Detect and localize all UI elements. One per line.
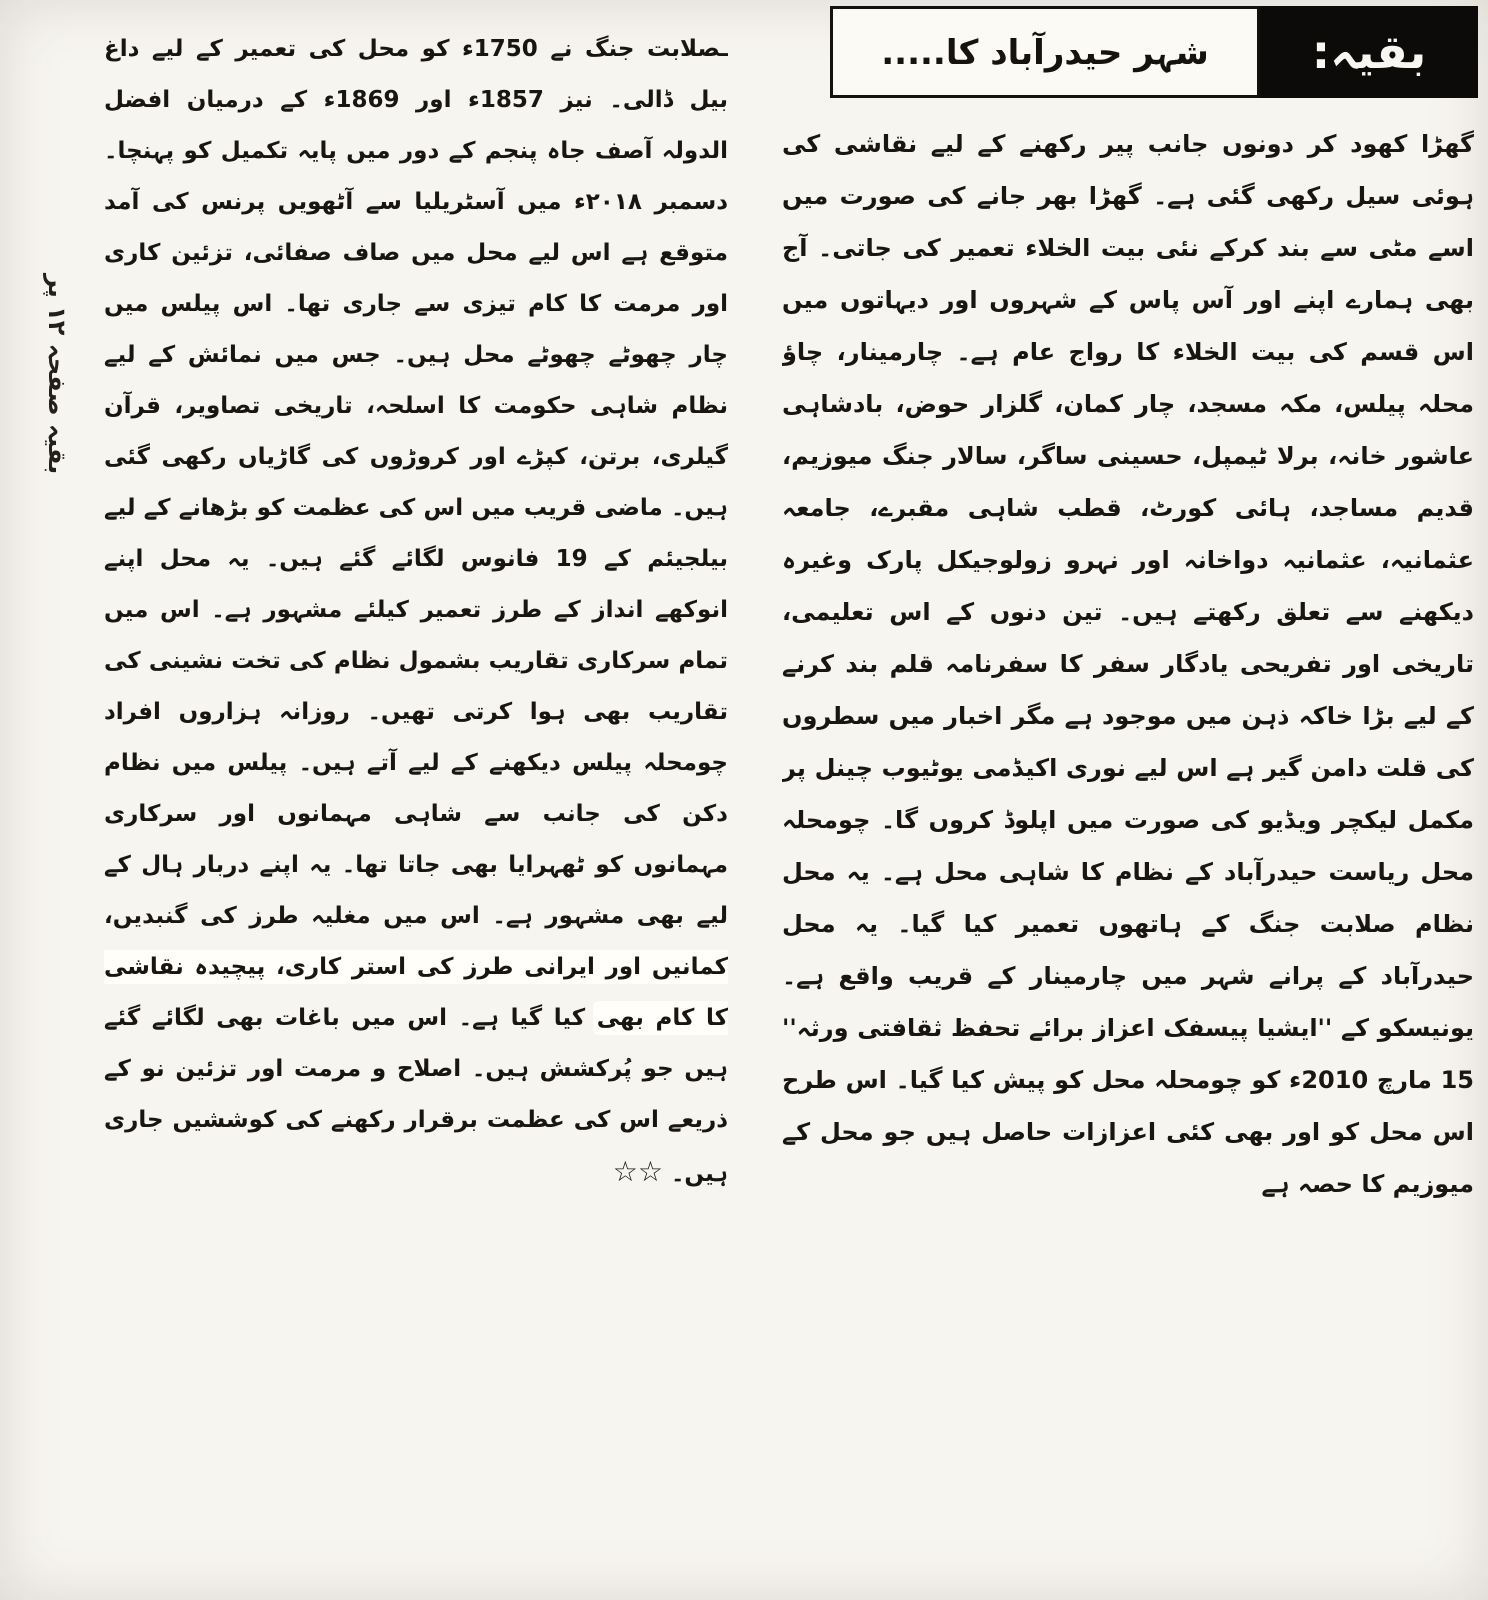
left-text-before: ـصلابت جنگ نے 1750ء کو محل کی تعمیر کے لیے داغ بیل ڈالی۔ نیز 1857ء اور 1869ء کے درمیان افضل الدولہ آصف جاہ پنجم کے دور میں پایہ تکمیل کو پہنچا۔ دسمبر ۲۰۱۸ء میں آسٹریلیا سے آٹھویں پرنس کی آمد متوقع ہے اس لیے محل میں صاف صفائی، تزئین کاری اور مرمت کا کام تیزی سے جاری تھا۔ اس پیلس میں چار چھوٹے چھوٹے محل ہیں۔ جس میں نمائش کے لیے نظام شاہی حکومت کا اسلحہ، تاریخی تصاویر، قرآن گیلری، برتن، کپڑے اور کروڑوں کی گاڑیاں رکھی گئی ہیں۔ ماضی قریب میں اس کی عظمت کو بڑھانے کے لیے بیلجیئم کے 19 فانوس لگائے گئے ہیں۔ یہ محل اپنے انوکھے انداز کے طرز تعمیر کیلئے مشہور ہے۔ اس میں تمام سرکاری تقاریب بشمول نظام کی تخت نشینی کی تقاریب بھی ہوا کرتی تھیں۔ روزانہ ہزاروں افراد چومحلہ پیلس دیکھنے کے لیے آتے ہیں۔ پیلس میں نظام دکن کی جانب سے شاہی مہمانوں اور سرکاری مہمانوں کو ٹھہرایا بھی جاتا تھا۔ یہ اپنے دربار ہال کے لیے بھی مشہور ہے۔ اس میں مغلیہ طرز کی گنبدیں،	[104, 36, 728, 929]
right-column	[782, 118, 1474, 1592]
header-title: شہر حیدرآباد کا.....	[881, 32, 1209, 73]
article-header	[830, 6, 1478, 98]
margin-note-continued-on-page: بقیہ صفحہ ۱۲ پر	[43, 273, 71, 475]
left-column	[104, 24, 728, 1590]
left-text-after: کیا گیا ہے۔ اس میں باغات بھی لگائے گئے ہیں جو پُرکشش ہیں۔ اصلاح و مرمت اور تزئین نو کے ذریعے اس کی عظمت برقرار رکھنے کی کوششیں جاری ہیں۔	[104, 1005, 728, 1187]
article-end-stars: ☆☆	[612, 1155, 663, 1188]
baqiya-label: بقیہ:	[1311, 25, 1427, 79]
baqiya-label-box	[1260, 6, 1478, 98]
left-text-highlighted-line: کمانیں اور ایرانی طرز کی استر کاری، پیچیدہ نقاشی کا کام بھی	[104, 954, 728, 1031]
left-column-text	[104, 24, 728, 1200]
header-title-box	[830, 6, 1260, 98]
right-column-text: گھڑا کھود کر دونوں جانب پیر رکھنے کے لیے نقاشی کی ہوئی سیل رکھی گئی ہے۔ گھڑا بھر جانے کی صورت میں اسے مٹی سے بند کرکے نئی بیت الخلاء تعمیر کی جاتی۔ آج بھی ہمارے اپنے اور آس پاس کے شہروں اور دیہاتوں میں اس قسم کی بیت الخلاء کا رواج عام ہے۔ چارمینار، چاؤ محلہ پیلس، مکہ مسجد، چار کمان، گلزار حوض، بادشاہی عاشور خانہ، برلا ٹیمپل، حسینی ساگر، سالار جنگ میوزیم، قدیم مساجد، ہائی کورٹ، قطب شاہی مقبرے، جامعہ عثمانیہ، عثمانیہ دواخانہ اور نہرو زولوجیکل پارک وغیرہ دیکھنے سے تعلق رکھتے ہیں۔ تین دنوں کے اس تعلیمی، تاریخی اور تفریحی یادگار سفر کا سفرنامہ قلم بند کرنے کے لیے بڑا خاکہ ذہن میں موجود ہے مگر اخبار میں سطروں کی قلت دامن گیر ہے اس لیے نوری اکیڈمی یوٹیوب چینل پر مکمل لیکچر ویڈیو کی صورت میں اپلوڈ کروں گا۔ چومحلہ محل ریاست حیدرآباد کے نظام کا شاہی محل ہے۔ یہ محل نظام صلابت جنگ کے ہاتھوں تعمیر کیا گیا۔ یہ محل حیدرآباد کے پرانے شہر میں چارمینار کے قریب واقع ہے۔ یونیسکو کے ''ایشیا پیسفک اعزاز برائے تحفظ ثقافتی ورثہ'' 15 مارچ 2010ء کو چومحلہ محل کو پیش کیا گیا۔ اس طرح اس محل کو اور بھی کئی اعزازات حاصل ہیں جو محل کے میوزیم کا حصہ ہے	[782, 130, 1474, 1198]
